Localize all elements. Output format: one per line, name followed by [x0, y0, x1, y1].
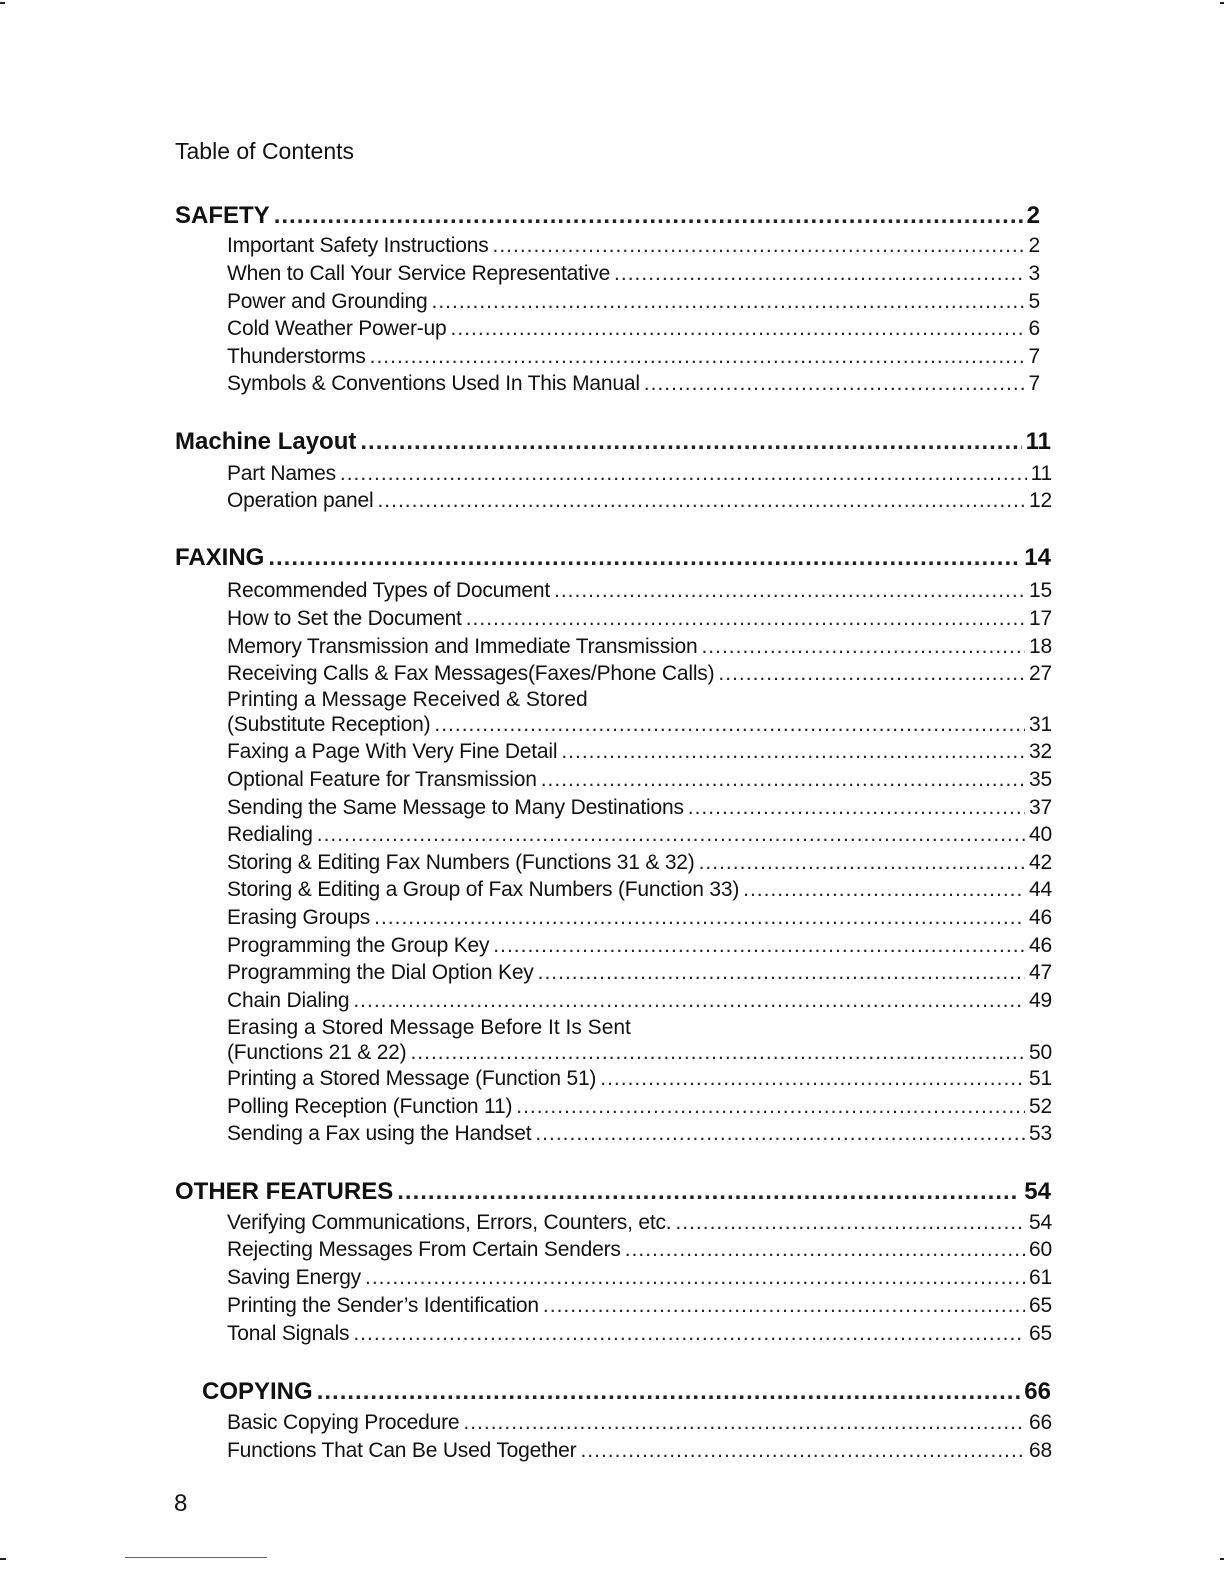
toc-entry-label: Memory Transmission and Immediate Transmission	[227, 635, 698, 658]
toc-entry[interactable]	[227, 989, 1052, 1013]
toc-entry[interactable]	[227, 372, 1040, 396]
toc-entry-page: 51	[1029, 1067, 1052, 1090]
toc-entry-label: Symbols & Conventions Used In This Manual	[227, 372, 640, 395]
toc-entry[interactable]	[227, 1122, 1052, 1146]
dot-leader	[434, 713, 1025, 737]
toc-entry-label: Programming the Dial Option Key	[227, 961, 534, 984]
dot-leader	[353, 1322, 1025, 1346]
toc-entry-label: Verifying Communications, Errors, Counters, etc.	[227, 1211, 672, 1234]
toc-entry[interactable]	[227, 462, 1052, 486]
toc-entry-page: 50	[1029, 1041, 1052, 1064]
dot-leader	[451, 317, 1025, 341]
toc-entry[interactable]	[227, 823, 1052, 847]
toc-entry[interactable]	[227, 662, 1052, 686]
toc-entry-page: 47	[1029, 961, 1052, 984]
toc-entry-label: Printing the Sender’s Identification	[227, 1294, 539, 1317]
toc-entry-label: How to Set the Document	[227, 607, 462, 630]
toc-entry[interactable]	[227, 768, 1052, 792]
dot-leader	[466, 607, 1025, 631]
dot-leader	[397, 1178, 1020, 1206]
toc-entry-label: Optional Feature for Transmission	[227, 768, 537, 791]
toc-entry-label: Erasing Groups	[227, 906, 371, 929]
toc-entry-page: 60	[1029, 1238, 1052, 1261]
toc-entry[interactable]	[227, 635, 1052, 659]
toc-entry[interactable]	[227, 713, 1052, 737]
toc-entry-label: Sending a Fax using the Handset	[227, 1122, 532, 1145]
toc-entry-page: 40	[1029, 823, 1052, 846]
toc-entry[interactable]	[227, 290, 1040, 314]
dot-leader	[541, 768, 1025, 792]
dot-leader	[370, 345, 1025, 369]
page-number: 8	[174, 1490, 188, 1517]
toc-entry-page: 31	[1029, 713, 1052, 736]
dot-leader	[374, 906, 1025, 930]
toc-entry-label: (Functions 21 & 22)	[227, 1041, 407, 1064]
section-heading[interactable]	[202, 1378, 1051, 1406]
toc-entry-label: Faxing a Page With Very Fine Detail	[227, 740, 558, 763]
section-heading-page: 54	[1024, 1178, 1051, 1205]
toc-entry-label: Power and Grounding	[227, 290, 428, 313]
toc-entry[interactable]	[227, 1411, 1052, 1435]
page-title: Table of Contents	[175, 138, 355, 164]
dot-leader	[701, 635, 1025, 659]
toc-entry-page: 12	[1029, 489, 1052, 512]
toc-entry-page: 15	[1029, 579, 1052, 602]
toc-entry-label: Receiving Calls & Fax Messages(Faxes/Phone Calls)	[227, 662, 715, 685]
toc-entry-page: 46	[1029, 906, 1052, 929]
toc-entry-page: 65	[1029, 1322, 1052, 1345]
bottom-link-underline	[125, 1557, 267, 1558]
toc-entry[interactable]	[227, 345, 1040, 369]
toc-entry-page: 37	[1029, 796, 1052, 819]
toc-entry-page: 66	[1029, 1411, 1052, 1434]
toc-entry-label: Basic Copying Procedure	[227, 1411, 460, 1434]
dot-leader	[493, 234, 1025, 258]
toc-entry-label: Tonal Signals	[227, 1322, 350, 1345]
dot-leader	[600, 1067, 1025, 1091]
toc-entry[interactable]	[227, 1439, 1052, 1463]
toc-entry-label: Sending the Same Message to Many Destinations	[227, 796, 684, 819]
dot-leader	[561, 740, 1025, 764]
dot-leader	[543, 1294, 1025, 1318]
toc-entry[interactable]	[227, 1266, 1052, 1290]
section-heading-page: 11	[1025, 428, 1051, 455]
toc-entry[interactable]	[227, 1041, 1052, 1065]
section-heading[interactable]	[175, 544, 1051, 572]
toc-entry-label: When to Call Your Service Representative	[227, 262, 611, 285]
toc-entry[interactable]	[227, 1294, 1052, 1318]
toc-entry-page: 27	[1029, 662, 1052, 685]
dot-leader	[365, 1266, 1025, 1290]
dot-leader	[718, 662, 1025, 686]
toc-entry-page: 49	[1029, 989, 1052, 1012]
toc-entry-label: Part Names	[227, 462, 336, 485]
toc-entry-label: Important Safety Instructions	[227, 234, 489, 257]
toc-entry-page: 6	[1028, 317, 1040, 340]
toc-entry-label: Chain Dialing	[227, 989, 350, 1012]
toc-entry-page: 5	[1028, 290, 1040, 313]
section-heading-label: COPYING	[202, 1378, 313, 1405]
dot-leader	[377, 489, 1025, 513]
dot-leader	[743, 878, 1025, 902]
toc-entry-label: Cold Weather Power-up	[227, 317, 447, 340]
toc-entry[interactable]	[227, 489, 1052, 513]
dot-leader	[699, 851, 1025, 875]
toc-entry-label-line1: Erasing a Stored Message Before It Is Sent	[227, 1016, 631, 1039]
section-heading-page: 2	[1026, 202, 1040, 229]
toc-entry[interactable]	[227, 740, 1052, 764]
toc-entry[interactable]	[227, 906, 1052, 930]
toc-entry-label: Operation panel	[227, 489, 374, 512]
toc-entry[interactable]	[227, 607, 1052, 631]
toc-entry-label: Redialing	[227, 823, 313, 846]
section-heading-page: 66	[1024, 1378, 1051, 1405]
toc-entry[interactable]	[227, 1322, 1052, 1346]
toc-entry[interactable]	[227, 961, 1052, 985]
toc-entry[interactable]	[227, 1238, 1052, 1262]
toc-entry-label: Functions That Can Be Used Together	[227, 1439, 577, 1462]
toc-entry-label: Storing & Editing a Group of Fax Numbers (Function 33)	[227, 878, 740, 901]
section-heading-label: SAFETY	[175, 202, 270, 229]
section-heading-label: FAXING	[175, 544, 265, 571]
dot-leader	[614, 262, 1024, 286]
toc-entry-page: 68	[1029, 1439, 1052, 1462]
dot-leader	[493, 934, 1025, 958]
toc-entry-page: 54	[1029, 1211, 1052, 1234]
toc-entry-label: Programming the Group Key	[227, 934, 490, 957]
toc-entry-label-line1: Printing a Message Received & Stored	[227, 688, 588, 711]
dot-leader	[535, 1122, 1025, 1146]
toc-entry[interactable]	[227, 1067, 1052, 1091]
toc-entry-label: (Substitute Reception)	[227, 713, 431, 736]
section-heading[interactable]	[175, 428, 1051, 456]
toc-entry-page: 7	[1028, 345, 1040, 368]
toc-entry-label: Printing a Stored Message (Function 51)	[227, 1067, 597, 1090]
toc-entry-page: 32	[1029, 740, 1052, 763]
toc-entry[interactable]	[227, 934, 1052, 958]
toc-entry-label: Storing & Editing Fax Numbers (Functions 31 & 32)	[227, 851, 695, 874]
dot-leader	[516, 1095, 1025, 1119]
toc-entry-page: 65	[1029, 1294, 1052, 1317]
toc-entry-page: 44	[1029, 878, 1052, 901]
toc-entry[interactable]	[227, 796, 1052, 820]
toc-entry-page: 11	[1030, 462, 1052, 485]
toc-entry-page: 18	[1029, 635, 1052, 658]
toc-entry-page: 61	[1029, 1266, 1052, 1289]
toc-entry-page: 2	[1028, 234, 1040, 257]
toc-entry[interactable]	[227, 234, 1040, 258]
section-heading[interactable]	[175, 202, 1040, 230]
section-heading-label: Machine Layout	[175, 428, 357, 455]
toc-entry-label: Recommended Types of Document	[227, 579, 550, 602]
dot-leader	[580, 1439, 1025, 1463]
dot-leader	[688, 796, 1025, 820]
dot-leader	[675, 1211, 1025, 1235]
toc-entry-page: 7	[1028, 372, 1040, 395]
dot-leader	[340, 462, 1027, 486]
toc-entry[interactable]	[227, 579, 1052, 603]
dot-leader	[317, 1378, 1021, 1406]
toc-entry-page: 3	[1028, 262, 1040, 285]
toc-entry-label: Saving Energy	[227, 1266, 361, 1289]
dot-leader	[268, 544, 1020, 572]
dot-leader	[554, 579, 1025, 603]
dot-leader	[353, 989, 1025, 1013]
dot-leader	[644, 372, 1025, 396]
section-heading-page: 14	[1024, 544, 1051, 571]
toc-entry-page: 46	[1029, 934, 1052, 957]
dot-leader	[274, 202, 1023, 230]
dot-leader	[432, 290, 1025, 314]
dot-leader	[463, 1411, 1025, 1435]
toc-entry-page: 52	[1029, 1095, 1052, 1118]
toc-entry-label: Rejecting Messages From Certain Senders	[227, 1238, 621, 1261]
toc-entry-page: 53	[1029, 1122, 1052, 1145]
toc-entry-page: 17	[1029, 607, 1052, 630]
section-heading[interactable]	[175, 1178, 1051, 1206]
toc-entry[interactable]	[227, 262, 1040, 286]
dot-leader	[410, 1041, 1025, 1065]
toc-entry-page: 42	[1029, 851, 1052, 874]
dot-leader	[360, 428, 1021, 456]
toc-entry[interactable]	[227, 317, 1040, 341]
dot-leader	[538, 961, 1025, 985]
toc-entry[interactable]	[227, 1095, 1052, 1119]
toc-entry[interactable]	[227, 851, 1052, 875]
dot-leader	[317, 823, 1025, 847]
dot-leader	[625, 1238, 1025, 1262]
section-heading-label: OTHER FEATURES	[175, 1178, 394, 1205]
toc-entry-page: 35	[1029, 768, 1052, 791]
toc-entry-label: Thunderstorms	[227, 345, 366, 368]
toc-entry-label: Polling Reception (Function 11)	[227, 1095, 513, 1118]
toc-entry[interactable]	[227, 878, 1052, 902]
toc-entry[interactable]	[227, 1211, 1052, 1235]
